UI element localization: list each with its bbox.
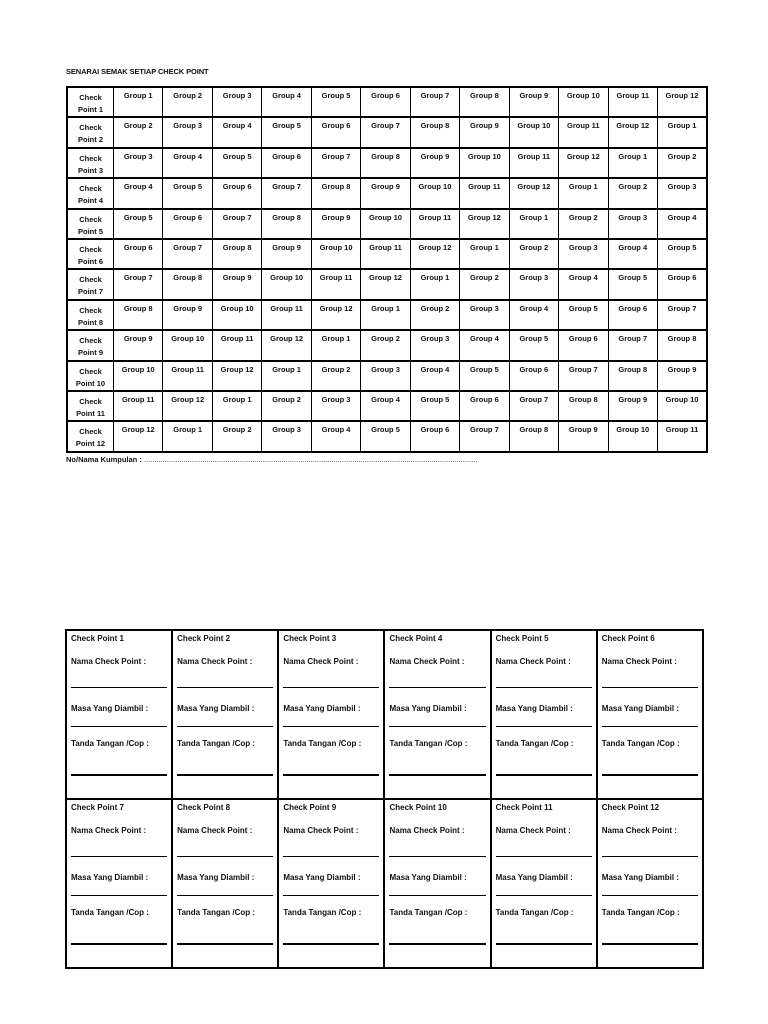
group-cell: Group 9 [163,300,212,330]
group-cell: Group 3 [460,300,509,330]
page-title: SENARAI SEMAK SETIAP CHECK POINT [66,67,209,76]
checkpoint-label-line: Check [79,93,102,102]
group-cell: Group 10 [212,300,261,330]
group-cell: Group 12 [114,421,163,452]
name-label: Nama Check Point : [389,657,465,666]
signature-label: Tanda Tangan /Cop : [389,908,468,917]
checkpoint-card [597,630,703,799]
card-title: Check Point 9 [283,803,337,812]
time-write-line[interactable] [283,726,379,727]
group-cell: Group 10 [608,421,657,452]
group-cell: Group 8 [361,148,410,178]
rotation-row [67,239,707,269]
name-label: Nama Check Point : [601,826,677,835]
group-cell: Group 4 [311,421,360,452]
group-cell: Group 10 [114,361,163,391]
time-label: Masa Yang Diambil : [177,704,255,713]
group-cell: Group 3 [114,148,163,178]
checkpoint-label [67,239,114,269]
group-cell: Group 8 [509,421,558,452]
signature-write-line[interactable] [177,943,273,945]
cards-row [66,799,703,968]
checkpoint-label-line: Check [79,245,102,255]
group-cell: Group 6 [361,87,410,117]
group-cell: Group 1 [262,361,311,391]
group-cell: Group 4 [212,117,261,147]
time-label: Masa Yang Diambil : [283,873,361,882]
checkpoint-card [66,799,172,968]
signature-write-line[interactable] [496,774,592,776]
group-cell: Group 2 [114,117,163,147]
group-cell: Group 4 [114,178,163,208]
checkpoint-label-line: Check [79,366,102,376]
group-cell: Group 2 [410,300,459,330]
name-write-line[interactable] [283,856,379,857]
group-cell: Group 8 [311,178,360,208]
group-cell: Group 11 [262,300,311,330]
name-label: Nama Check Point : [495,657,571,666]
signature-write-line[interactable] [283,943,379,945]
checkpoint-card [491,799,597,968]
checkpoint-label [67,269,114,299]
group-cell: Group 1 [163,421,212,452]
name-label: Nama Check Point : [495,826,571,835]
rotation-row [67,391,707,421]
group-cell: Group 10 [559,87,608,117]
checkpoint-label-line: Point 6 [77,257,103,267]
group-cell: Group 9 [509,87,558,117]
group-cell: Group 4 [410,361,459,391]
rotation-row [67,361,707,391]
group-cell: Group 12 [509,178,558,208]
group-name-label: No/Nama Kumpulan : [66,455,142,464]
rotation-row [67,300,707,330]
group-cell: Group 7 [460,421,509,452]
time-label: Masa Yang Diambil : [71,873,149,882]
checkpoint-label-line: Point 1 [77,105,103,114]
group-cell: Group 6 [114,239,163,269]
checkpoint-label-line: Point 5 [77,226,103,236]
rotation-row [67,117,707,147]
checkpoint-label-line: Point 10 [75,378,106,388]
group-cell: Group 6 [212,178,261,208]
checkpoint-card [278,630,384,799]
time-write-line[interactable] [177,895,273,896]
time-label: Masa Yang Diambil : [495,704,573,713]
group-cell: Group 11 [559,117,608,147]
group-cell: Group 1 [460,239,509,269]
name-label: Nama Check Point : [177,657,253,666]
signature-label: Tanda Tangan /Cop : [601,739,680,748]
group-cell: Group 12 [460,209,509,239]
signature-label: Tanda Tangan /Cop : [177,908,256,917]
group-cell: Group 2 [262,391,311,421]
checkpoint-label-line: Point 3 [77,165,103,175]
card-title: Check Point 1 [71,634,124,643]
card-title: Check Point 5 [495,634,549,643]
group-cell: Group 5 [509,330,558,360]
checkpoint-card [66,630,172,799]
name-label: Nama Check Point : [601,657,677,666]
group-cell: Group 9 [608,391,657,421]
rotation-row [67,148,707,178]
name-label: Nama Check Point : [283,826,359,835]
group-cell: Group 12 [657,87,707,117]
group-cell: Group 2 [657,148,707,178]
checkpoint-card [491,630,597,799]
checkpoint-label-line: Point 12 [75,439,106,449]
group-cell: Group 9 [410,148,459,178]
group-cell: Group 12 [410,239,459,269]
rotation-row [67,209,707,239]
group-cell: Group 2 [163,87,212,117]
group-cell: Group 9 [262,239,311,269]
group-cell: Group 12 [311,300,360,330]
name-write-line[interactable] [389,856,485,857]
checkpoint-label [67,178,114,208]
checkpoint-label-line: Point 7 [77,287,103,297]
checkpoint-label [67,330,114,360]
group-cell: Group 3 [361,361,410,391]
time-label: Masa Yang Diambil : [389,873,467,882]
group-cell: Group 6 [163,209,212,239]
group-cell: Group 11 [509,148,558,178]
group-cell: Group 9 [114,330,163,360]
group-cell: Group 5 [212,148,261,178]
group-cell: Group 12 [361,269,410,299]
time-label: Masa Yang Diambil : [283,704,361,713]
checkpoint-card [278,799,384,968]
checkpoint-label-line: Point 2 [77,135,103,145]
group-cell: Group 7 [262,178,311,208]
card-title: Check Point 7 [71,803,124,812]
signature-label: Tanda Tangan /Cop : [601,908,680,917]
group-cell: Group 7 [311,148,360,178]
group-cell: Group 4 [559,269,608,299]
group-cell: Group 3 [608,209,657,239]
group-cell: Group 11 [212,330,261,360]
group-cell: Group 10 [460,148,509,178]
signature-label: Tanda Tangan /Cop : [71,908,149,917]
checkpoint-label [67,87,114,117]
group-cell: Group 5 [361,421,410,452]
group-cell: Group 4 [460,330,509,360]
group-cell: Group 5 [559,300,608,330]
group-cell: Group 6 [460,391,509,421]
card-title: Check Point 8 [177,803,231,812]
group-cell: Group 2 [608,178,657,208]
group-cell: Group 1 [559,178,608,208]
group-cell: Group 7 [559,361,608,391]
card-title: Check Point 12 [601,803,660,812]
group-cell: Group 1 [608,148,657,178]
checkpoint-label [67,391,114,421]
signature-write-line[interactable] [177,774,273,776]
card-title: Check Point 4 [389,634,443,643]
group-cell: Group 1 [212,391,261,421]
checkpoint-label-line: Check [79,123,102,133]
group-cell: Group 3 [657,178,707,208]
name-write-line[interactable] [177,856,273,857]
checkpoint-label-line: Check [79,427,102,437]
time-write-line[interactable] [177,726,273,727]
name-label: Nama Check Point : [389,826,465,835]
signature-label: Tanda Tangan /Cop : [283,739,362,748]
rotation-row [67,87,707,117]
signature-label: Tanda Tangan /Cop : [495,739,574,748]
group-cell: Group 4 [361,391,410,421]
group-cell: Group 10 [410,178,459,208]
group-cell: Group 5 [657,239,707,269]
group-cell: Group 11 [361,239,410,269]
rotation-row [67,330,707,360]
checkpoint-label [67,421,114,452]
checkpoint-label [67,148,114,178]
checkpoint-card [384,799,490,968]
group-cell: Group 9 [559,421,608,452]
group-cell: Group 11 [163,361,212,391]
checkpoint-label-line: Check [79,275,102,285]
group-cell: Group 3 [410,330,459,360]
name-write-line[interactable] [283,687,379,688]
group-cell: Group 2 [460,269,509,299]
group-cell: Group 3 [311,391,360,421]
group-cell: Group 4 [163,148,212,178]
group-cell: Group 6 [262,148,311,178]
group-cell: Group 1 [657,117,707,147]
time-write-line[interactable] [283,895,379,896]
checkpoint-card [597,799,703,968]
group-cell: Group 3 [559,239,608,269]
card-title: Check Point 10 [389,803,447,812]
group-cell: Group 8 [163,269,212,299]
checkpoint-label [67,361,114,391]
time-label: Masa Yang Diambil : [601,704,679,713]
group-cell: Group 3 [262,421,311,452]
group-cell: Group 2 [311,361,360,391]
signature-label: Tanda Tangan /Cop : [177,739,256,748]
group-cell: Group 8 [114,300,163,330]
time-write-line[interactable] [496,895,592,896]
group-cell: Group 4 [657,209,707,239]
group-cell: Group 11 [311,269,360,299]
group-cell: Group 8 [212,239,261,269]
group-cell: Group 5 [608,269,657,299]
checkpoint-card [384,630,490,799]
checkpoint-card [172,630,278,799]
group-cell: Group 7 [410,87,459,117]
time-write-line[interactable] [602,726,698,727]
time-write-line[interactable] [389,726,485,727]
checkpoint-label [67,300,114,330]
name-write-line[interactable] [496,856,592,857]
group-cell: Group 9 [212,269,261,299]
checkpoint-label-line: Check [79,214,102,224]
cards-row [66,630,703,799]
group-cell: Group 6 [608,300,657,330]
group-cell: Group 6 [559,330,608,360]
checkpoint-label-line: Check [79,153,102,163]
group-cell: Group 7 [509,391,558,421]
time-label: Masa Yang Diambil : [177,873,255,882]
group-cell: Group 7 [608,330,657,360]
group-cell: Group 6 [657,269,707,299]
group-cell: Group 5 [262,117,311,147]
checkpoint-label-line: Check [79,336,102,346]
group-cell: Group 5 [163,178,212,208]
group-cell: Group 2 [509,239,558,269]
signature-label: Tanda Tangan /Cop : [71,739,149,748]
name-write-line[interactable] [71,856,167,857]
group-cell: Group 12 [559,148,608,178]
group-cell: Group 3 [212,87,261,117]
group-cell: Group 5 [460,361,509,391]
checkpoint-label-line: Check [79,184,102,194]
rotation-table [66,86,708,453]
group-cell: Group 10 [657,391,707,421]
name-label: Nama Check Point : [283,657,359,666]
group-cell: Group 10 [262,269,311,299]
signature-write-line[interactable] [602,774,698,776]
name-write-line[interactable] [602,856,698,857]
group-cell: Group 7 [163,239,212,269]
group-cell: Group 1 [361,300,410,330]
checkpoint-cards-table [65,629,704,969]
group-cell: Group 11 [608,87,657,117]
name-write-line[interactable] [602,687,698,688]
group-cell: Group 10 [361,209,410,239]
group-cell: Group 7 [212,209,261,239]
checkpoint-label [67,117,114,147]
group-cell: Group 9 [361,178,410,208]
group-cell: Group 11 [114,391,163,421]
group-cell: Group 11 [460,178,509,208]
name-write-line[interactable] [496,687,592,688]
group-cell: Group 7 [114,269,163,299]
group-cell: Group 8 [657,330,707,360]
group-cell: Group 4 [509,300,558,330]
group-cell: Group 6 [410,421,459,452]
checkpoint-label-line: Point 8 [77,317,103,327]
group-cell: Group 10 [311,239,360,269]
group-cell: Group 2 [212,421,261,452]
signature-write-line[interactable] [389,943,485,945]
group-cell: Group 11 [410,209,459,239]
signature-label: Tanda Tangan /Cop : [389,739,468,748]
name-write-line[interactable] [389,687,485,688]
card-title: Check Point 2 [177,634,231,643]
group-cell: Group 2 [361,330,410,360]
group-cell: Group 5 [410,391,459,421]
group-cell: Group 7 [361,117,410,147]
signature-write-line[interactable] [389,774,485,776]
time-write-line[interactable] [71,726,167,727]
group-cell: Group 8 [460,87,509,117]
group-cell: Group 1 [410,269,459,299]
time-write-line[interactable] [389,895,485,896]
checkpoint-label-line: Point 9 [77,348,103,358]
group-cell: Group 5 [311,87,360,117]
group-cell: Group 6 [311,117,360,147]
group-cell: Group 4 [608,239,657,269]
group-cell: Group 8 [410,117,459,147]
group-cell: Group 2 [559,209,608,239]
card-title: Check Point 6 [601,634,655,643]
group-cell: Group 7 [657,300,707,330]
group-cell: Group 11 [657,421,707,452]
group-cell: Group 10 [163,330,212,360]
group-cell: Group 10 [509,117,558,147]
group-cell: Group 12 [163,391,212,421]
time-label: Masa Yang Diambil : [389,704,467,713]
signature-label: Tanda Tangan /Cop : [495,908,574,917]
group-name-field [66,455,477,464]
name-label: Nama Check Point : [71,826,147,835]
group-cell: Group 12 [608,117,657,147]
time-label: Masa Yang Diambil : [71,704,149,713]
group-cell: Group 1 [114,87,163,117]
checkpoint-label [67,209,114,239]
rotation-row [67,178,707,208]
name-write-line[interactable] [177,687,273,688]
checkpoint-card [172,799,278,968]
group-cell: Group 8 [608,361,657,391]
checkpoint-label-line: Point 4 [77,196,103,206]
group-cell: Group 8 [559,391,608,421]
group-cell: Group 12 [262,330,311,360]
signature-write-line[interactable] [496,943,592,945]
signature-write-line[interactable] [283,774,379,776]
checkpoint-label-line: Point 11 [76,409,105,419]
checkpoint-label-line: Check [79,397,102,407]
time-label: Masa Yang Diambil : [601,873,679,882]
group-cell: Group 8 [262,209,311,239]
checkpoint-label-line: Check [79,305,102,315]
time-write-line[interactable] [602,895,698,896]
signature-write-line[interactable] [71,774,167,776]
group-cell: Group 6 [509,361,558,391]
rotation-row [67,421,707,452]
name-label: Nama Check Point : [177,826,253,835]
card-title: Check Point 11 [495,803,553,812]
signature-write-line[interactable] [602,943,698,945]
group-cell: Group 5 [114,209,163,239]
signature-label: Tanda Tangan /Cop : [283,908,362,917]
name-write-line[interactable] [71,687,167,688]
signature-write-line[interactable] [71,943,167,945]
time-write-line[interactable] [496,726,592,727]
group-cell: Group 9 [460,117,509,147]
time-write-line[interactable] [71,895,167,896]
group-cell: Group 4 [262,87,311,117]
time-label: Masa Yang Diambil : [495,873,573,882]
group-name-dotted-line: ................................................................................................................................................................ [143,455,478,464]
group-cell: Group 12 [212,361,261,391]
group-cell: Group 3 [163,117,212,147]
rotation-row [67,269,707,299]
group-cell: Group 9 [657,361,707,391]
name-label: Nama Check Point : [71,657,147,666]
group-cell: Group 3 [509,269,558,299]
group-cell: Group 1 [509,209,558,239]
group-cell: Group 9 [311,209,360,239]
card-title: Check Point 3 [283,634,337,643]
group-cell: Group 1 [311,330,360,360]
